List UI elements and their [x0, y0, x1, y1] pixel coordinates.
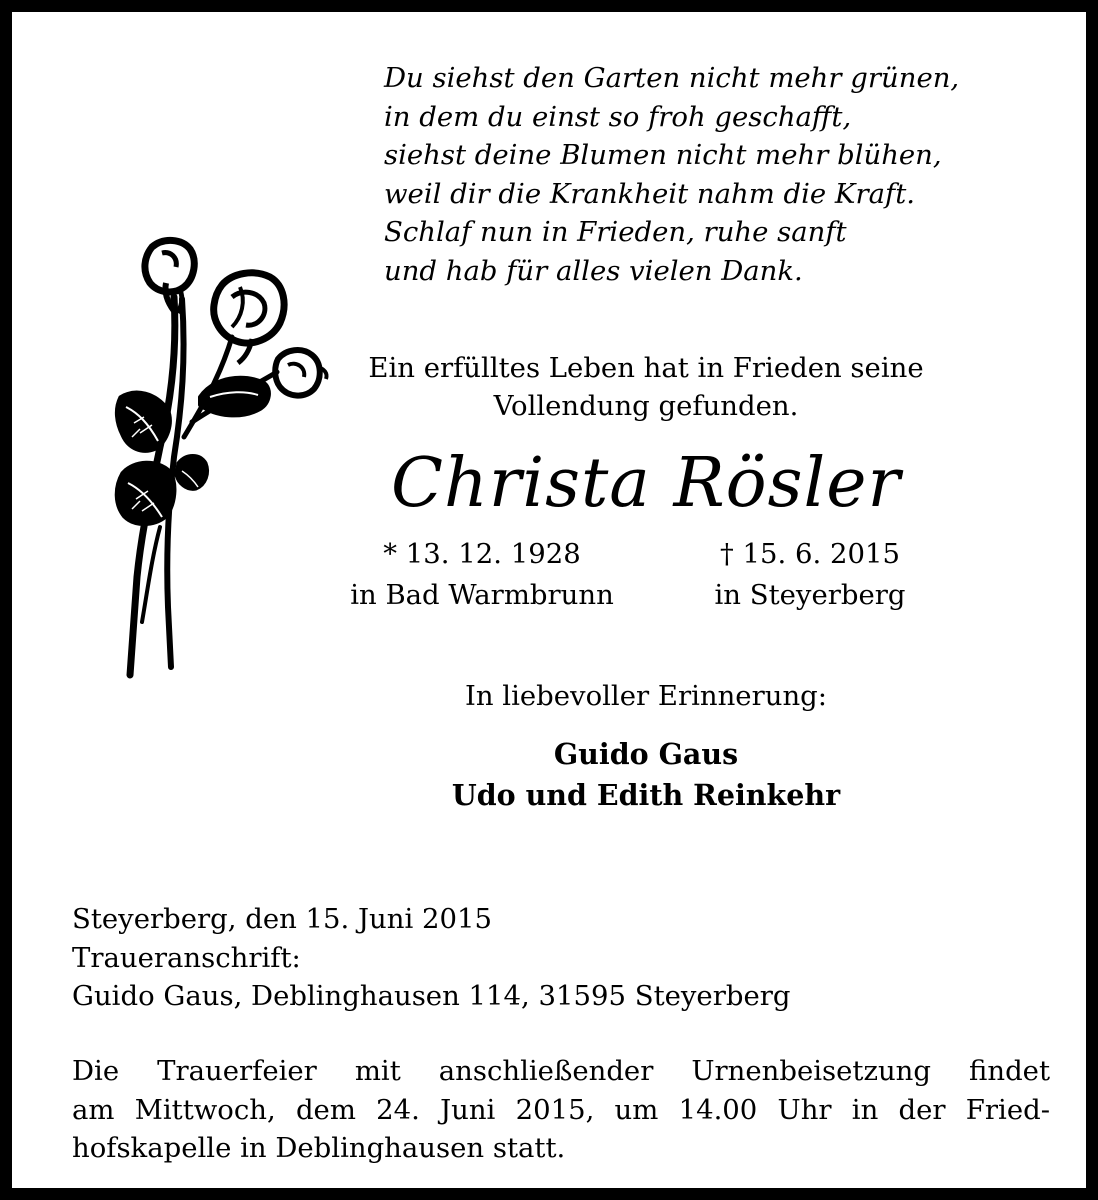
death-info — [675, 534, 945, 616]
address-line: Guido Gaus, Deblinghausen 114, 31595 Steyerberg — [72, 980, 791, 1012]
mourning-address — [72, 900, 790, 1016]
funeral-service-info — [72, 1052, 1050, 1168]
birth-date: * 13. 12. 1928 — [383, 538, 581, 570]
mourner-name: Udo und Edith Reinkehr — [451, 778, 841, 812]
poem-line: siehst deine Blumen nicht mehr blühen, — [384, 139, 942, 172]
poem — [384, 59, 959, 291]
address-label: Traueranschrift: — [72, 941, 301, 974]
birth-place: in Bad Warmbrunn — [350, 579, 614, 611]
service-line: hofskapelle in Deblinghausen statt. — [72, 1132, 566, 1164]
poem-line: Schlaf nun in Frieden, ruhe sanft — [384, 216, 847, 249]
poem-line: weil dir die Krankheit nahm die Kraft. — [384, 177, 915, 210]
mourners-list — [302, 734, 990, 816]
intro-line: Ein erfülltes Leben hat in Frieden seine — [368, 352, 924, 384]
memory-heading: In liebevoller Erinnerung: — [464, 680, 828, 712]
deceased-name: Christa Rösler — [391, 444, 901, 523]
mourner-name: Guido Gaus — [553, 737, 739, 771]
birth-info — [314, 534, 650, 616]
date-line: Steyerberg, den 15. Juni 2015 — [72, 903, 493, 935]
death-place: in Steyerberg — [714, 579, 906, 611]
service-line: am Mittwoch, dem 24. Juni 2015, um 14.00 Uhr in der Fried- — [72, 1093, 1050, 1126]
intro-text — [302, 349, 990, 425]
poem-line: Du siehst den Garten nicht mehr grünen, — [384, 62, 960, 94]
death-date: † 15. 6. 2015 — [720, 538, 900, 570]
intro-line: Vollendung gefunden. — [493, 390, 799, 422]
rose-drawing-icon — [82, 227, 332, 682]
service-line: Die Trauerfeier mit anschließender Urnenbeisetzung findet — [72, 1055, 1050, 1087]
poem-line: in dem du einst so froh geschafft, — [384, 100, 852, 133]
poem-line: und hab für alles vielen Dank. — [384, 254, 803, 287]
